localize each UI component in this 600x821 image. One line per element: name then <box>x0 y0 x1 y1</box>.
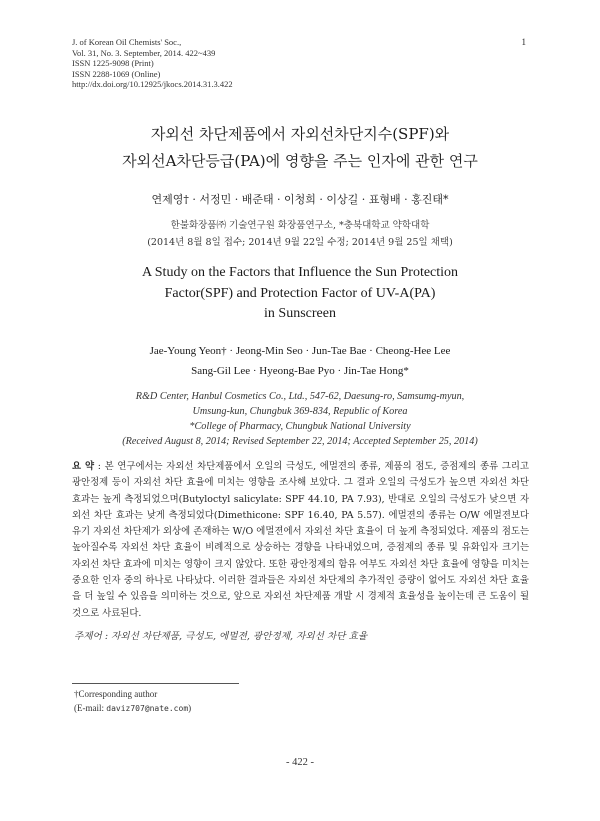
author-email-line: (E-mail: daviz707@nate.com) <box>74 702 192 713</box>
top-page-number: 1 <box>521 37 526 47</box>
corresponding-author: †Corresponding author <box>74 689 158 699</box>
issn-online: ISSN 2288-1069 (Online) <box>72 68 161 79</box>
page-number: - 422 - <box>286 757 314 768</box>
footnote-divider <box>72 683 239 684</box>
english-affiliation <box>70 389 530 449</box>
korean-title-line-1: 자외선 차단제품에서 자외선차단지수(SPF)와 <box>150 125 450 143</box>
english-title-line-1: A Study on the Factors that Influence the Sun Protection <box>141 265 459 280</box>
english-affiliation-line-1: R&D Center, Hanbul Cosmetics Co., Ltd., 547-62, Daesung-ro, Samsumg-myun, <box>135 391 465 402</box>
doi-link[interactable]: http://dx.doi.org/10.12925/jkocs.2014.31.3.422 <box>72 79 233 90</box>
english-affiliation-line-3: *College of Pharmacy, Chungbuk National University <box>189 421 411 432</box>
english-authors-line-2: Sang-Gil Lee · Hyeong-Bae Pyo · Jin-Tae Hong* <box>191 365 409 377</box>
author-email[interactable]: daviz707@nate.com <box>106 703 189 713</box>
korean-affiliation-line-1: 한불화장품㈜ 기술연구원 화장품연구소, *충북대학교 약학대학 <box>170 220 430 231</box>
english-title-line-3: in Sunscreen <box>264 306 336 321</box>
abstract <box>72 459 529 622</box>
journal-volume: Vol. 31, No. 3. September, 2014. 422~439 <box>72 47 216 58</box>
korean-authors: 연제영† · 서정민 · 배준태 · 이청희 · 이상길 · 표형배 · 홍진태* <box>151 193 449 206</box>
english-affiliation-line-2: Umsung-kun, Chungbuk 369-834, Republic of Korea <box>192 406 408 417</box>
keywords: 주제어 : 자외선 차단제품, 극성도, 에멀젼, 광안정제, 자외선 차단 효율 <box>74 631 368 642</box>
english-title <box>70 263 530 325</box>
issn-print: ISSN 1225-9098 (Print) <box>72 58 154 69</box>
korean-received-dates: (2014년 8월 8일 접수; 2014년 9월 22일 수정; 2014년 9월 25일 채택) <box>147 237 453 248</box>
korean-title <box>70 121 530 175</box>
journal-info <box>72 37 233 90</box>
english-authors-line-1: Jae-Young Yeon† · Jeong-Min Seo · Jun-Tae Bae · Cheong-Hee Lee <box>149 345 451 357</box>
korean-affiliation <box>70 217 530 251</box>
english-authors <box>70 341 530 381</box>
english-received-dates: (Received August 8, 2014; Revised September 22, 2014; Accepted September 25, 2014) <box>122 436 478 447</box>
korean-title-line-2: 자외선A차단등급(PA)에 영향을 주는 인자에 관한 연구 <box>122 152 478 170</box>
english-title-line-2: Factor(SPF) and Protection Factor of UV-A(PA) <box>164 285 436 301</box>
abstract-text: : 본 연구에서는 자외선 차단제품에서 오일의 극성도, 에멀젼의 종류, 제품의 점도, 증점제의 종류 그리고 광안정제 등이 자외선 차단 효율에 미치는 영향을 조사해 보았다. 그 결과 오일의 극성도가 높으면 자외선 차단 효과는 높게 측정되었으며(Butyloctyl salicylate: SPF 44.10, PA 7.93), 반대로 오일의 극성도가 낮으면 자외선 차단 효과는 낮게 측정되었다(Dimethicone: SPF 16.40, PA 5.57). 에멀젼의 종류는 O/W 에멀젼보다 유기 자외선 차단제가 외상에 존재하는 W/O 에멀젼에서 자외선 차단 효율이 더 높게 측정되었다. 제품의 점도는 높아질수록 자외선 차단 효율이 비례적으로 상승하는 경향을 나타내었으며, 증점제의 종류 및 유화입자 크기는 자외선 차단 효과에 미치는 영향이 크지 않았다. 또한 광안정제의 함유 여부도 자외선 차단 효율에 영향을 미치는 중요한 인자 중의 하나로 나타났다. 이러한 결과들은 자외선 차단제의 추가적인 증량이 없어도 자외선 차단 효율을 더 높일 수 있음을 의미하는 것으로, 앞으로 자외선 차단제품 개발 시 경제적 효율성을 높이는데 큰 도움이 될 것으로 사료된다. <box>72 461 529 619</box>
abstract-label: 요 약 <box>72 461 95 472</box>
journal-name: J. of Korean Oil Chemists' Soc., <box>72 37 182 47</box>
footnote <box>74 688 191 715</box>
